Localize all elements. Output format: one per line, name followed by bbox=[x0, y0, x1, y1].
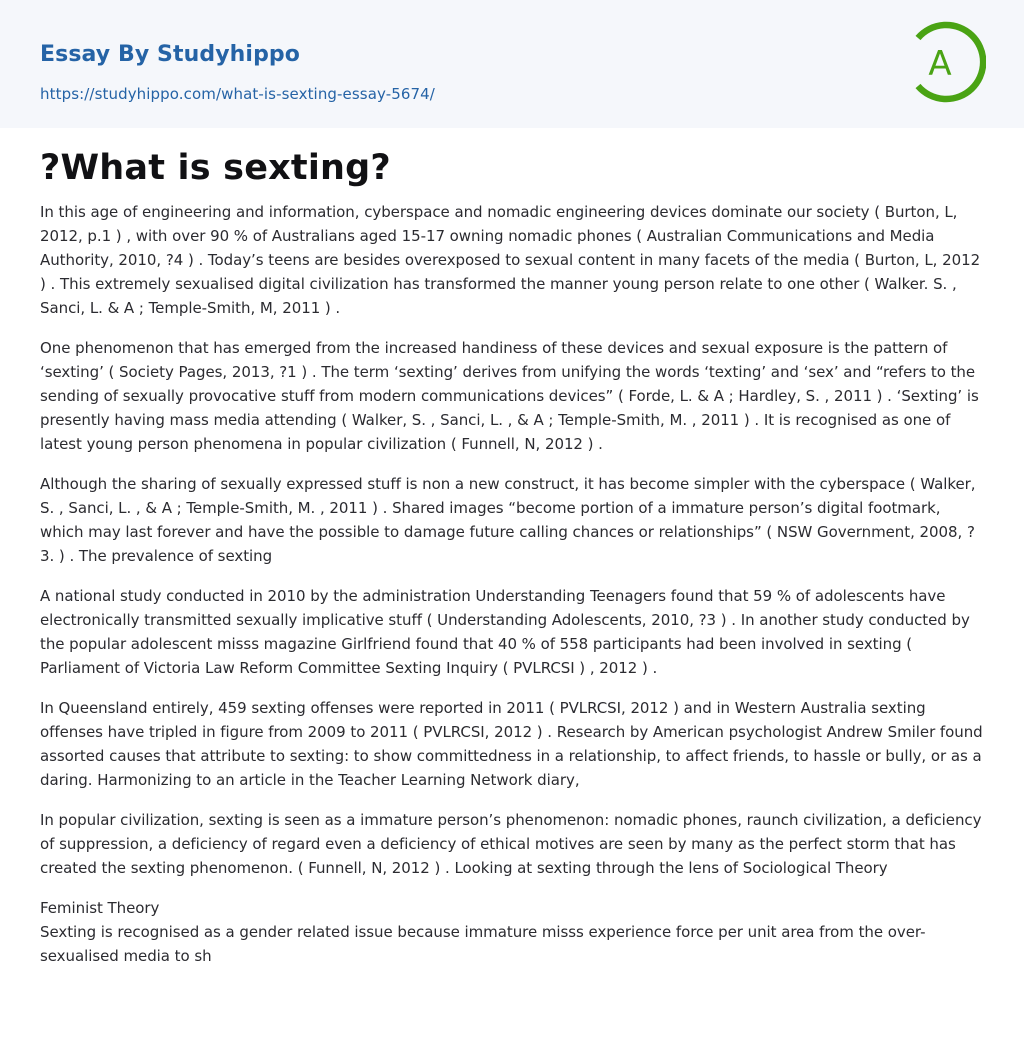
paragraph: A national study conducted in 2010 by the administration Understanding Teenagers found that 59 % of adolescents have electronically transmitted sexually implicative stuff ( Understanding Adolescents, 2010, ?3 ) . In another study conducted by the popular adolescent misss magazine Girlfriend found that 40 % of 558 participants had been involved in sexting ( Parliament of Victoria Law Reform Committee Sexting Inquiry ( PVLRCSI ) , 2012 ) . bbox=[40, 587, 970, 677]
essay-body bbox=[40, 200, 986, 984]
essay-url-link[interactable]: https://studyhippo.com/what-is-sexting-essay-5674/ bbox=[40, 85, 435, 103]
section-subheading: Feminist Theory bbox=[40, 899, 160, 917]
page-title: ?What is sexting? bbox=[40, 148, 391, 188]
studyhippo-logo-icon[interactable] bbox=[912, 20, 986, 104]
brand-title: Essay By Studyhippo bbox=[40, 42, 300, 67]
paragraph: In Queensland entirely, 459 sexting offenses were reported in 2011 ( PVLRCSI, 2012 ) and in Western Australia sexting offenses have tripled in figure from 2009 to 2011 ( PVLRCSI, 2012 ) . Research by American psychologist Andrew Smiler found assorted causes that attribute to sexting: to show committedness in a relationship, to affect friends, to hassle or bully, or as a daring. Harmonizing to an article in the Teacher Learning Network diary, bbox=[40, 699, 983, 789]
paragraph: Sexting is recognised as a gender related issue because immature misss experience force per unit area from the over-sexualised media to sh bbox=[40, 923, 926, 965]
paragraph: Although the sharing of sexually expressed stuff is non a new construct, it has become simpler with the cyberspace ( Walker, S. , Sanci, L. , & A ; Temple-Smith, M. , 2011 ) . Shared images “become portion of a immature person’s digital footmark, which may last forever and have the possible to damage future calling chances or relationships” ( NSW Government, 2008, ?3. ) . The prevalence of sexting bbox=[40, 475, 976, 565]
paragraph: One phenomenon that has emerged from the increased handiness of these devices and sexual exposure is the pattern of ‘sexting’ ( Society Pages, 2013, ?1 ) . The term ‘sexting’ derives from unifying the words ‘texting’ and ‘sex’ and “refers to the sending of sexually provocative stuff from modern communications devices” ( Forde, L. & A ; Hardley, S. , 2011 ) . ‘Sexting’ is presently having mass media attending ( Walker, S. , Sanci, L. , & A ; Temple-Smith, M. , 2011 ) . It is recognised as one of latest young person phenomena in popular civilization ( Funnell, N, 2012 ) . bbox=[40, 339, 979, 453]
paragraph: In popular civilization, sexting is seen as a immature person’s phenomenon: nomadic phones, raunch civilization, a deficiency of suppression, a deficiency of regard even a deficiency of ethical motives are seen by many as the perfect storm that has created the sexting phenomenon. ( Funnell, N, 2012 ) . Looking at sexting through the lens of Sociological Theory bbox=[40, 811, 982, 877]
paragraph: In this age of engineering and information, cyberspace and nomadic engineering devices dominate our society ( Burton, L, 2012, p.1 ) , with over 90 % of Australians aged 15-17 owning nomadic phones ( Australian Communications and Media Authority, 2010, ?4 ) . Today’s teens are besides overexposed to sexual content in many facets of the media ( Burton, L, 2012 ) . This extremely sexualised digital civilization has transformed the manner young person relate to one other ( Walker. S. , Sanci, L. & A ; Temple-Smith, M, 2011 ) . bbox=[40, 203, 981, 317]
logo-letter: A bbox=[928, 44, 952, 84]
